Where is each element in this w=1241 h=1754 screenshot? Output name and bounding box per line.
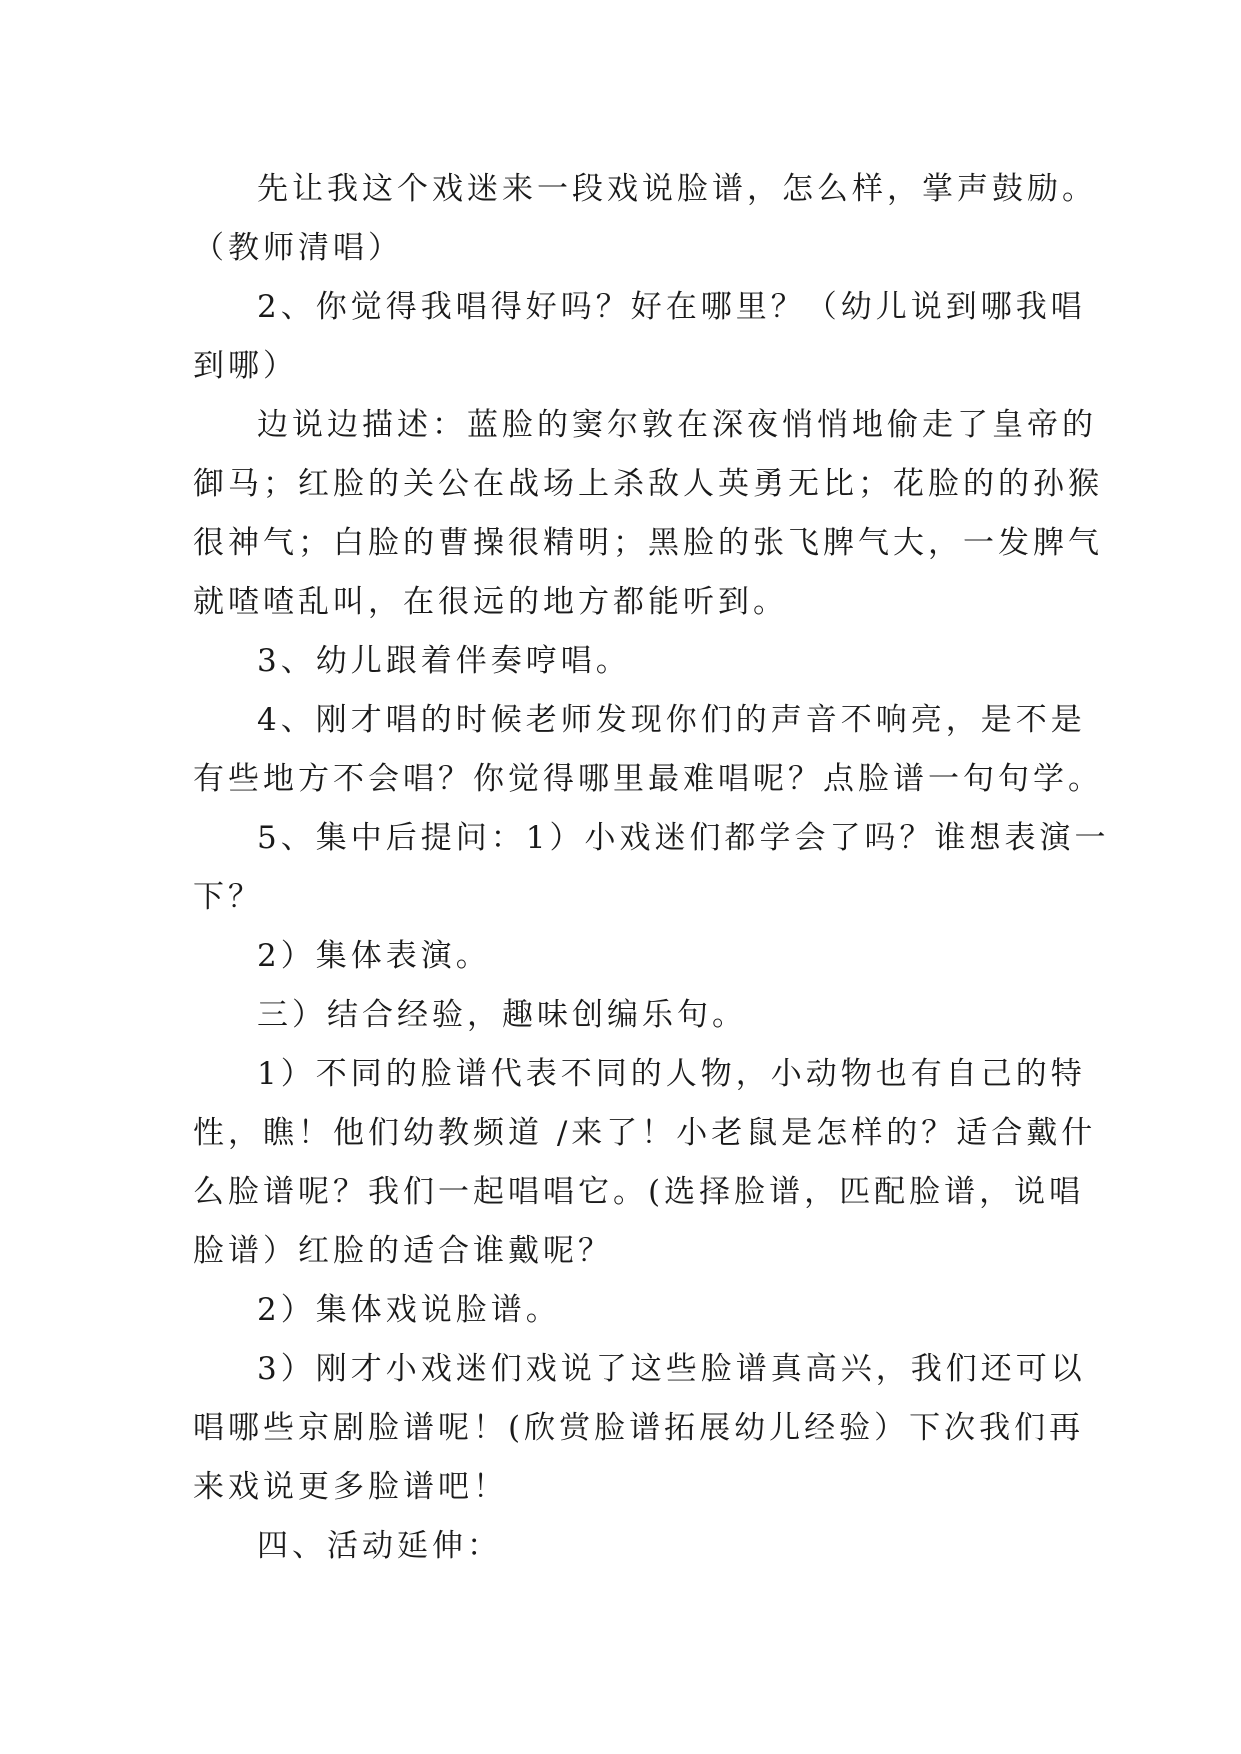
text-line: 很神气；白脸的曹操很精明；黑脸的张飞脾气大，一发脾气 xyxy=(193,525,1103,561)
text-line: 2）集体戏说脸谱。 xyxy=(257,1292,561,1328)
text-line: 有些地方不会唱？你觉得哪里最难唱呢？点脸谱一句句学。 xyxy=(193,761,1103,797)
text-line: 御马；红脸的关公在战场上杀敌人英勇无比；花脸的的孙猴 xyxy=(193,466,1103,502)
text-line: 唱哪些京剧脸谱呢！(欣赏脸谱拓展幼儿经验）下次我们再 xyxy=(193,1410,1085,1446)
text-line: 就喳喳乱叫，在很远的地方都能听到。 xyxy=(193,584,788,620)
text-line: 性，瞧！他们幼教频道 /来了！小老鼠是怎样的？适合戴什 xyxy=(193,1115,1097,1151)
text-line: 边说边描述：蓝脸的窦尔敦在深夜悄悄地偷走了皇帝的 xyxy=(257,407,1097,443)
text-line: 4、刚才唱的时候老师发现你们的声音不响亮，是不是 xyxy=(257,702,1086,738)
text-line: 3）刚才小戏迷们戏说了这些脸谱真高兴，我们还可以 xyxy=(257,1351,1086,1387)
text-line: 2、你觉得我唱得好吗？好在哪里？（幼儿说到哪我唱 xyxy=(257,289,1086,325)
text-line: 2）集体表演。 xyxy=(257,938,491,974)
text-line: 脸谱）红脸的适合谁戴呢？ xyxy=(193,1233,613,1269)
text-line: 来戏说更多脸谱吧！ xyxy=(193,1469,508,1505)
text-line: 三）结合经验，趣味创编乐句。 xyxy=(257,997,747,1033)
document-body xyxy=(193,160,1110,1576)
text-line: 到哪） xyxy=(193,348,298,384)
text-line: 3、幼儿跟着伴奏哼唱。 xyxy=(257,643,631,679)
text-line: （教师清唱） xyxy=(193,230,403,266)
text-line: 么脸谱呢？我们一起唱唱它。(选择脸谱，匹配脸谱，说唱 xyxy=(193,1174,1085,1210)
text-line: 5、集中后提问：1）小戏迷们都学会了吗？谁想表演一 xyxy=(257,820,1110,856)
text-line: 先让我这个戏迷来一段戏说脸谱，怎么样，掌声鼓励。 xyxy=(257,171,1097,207)
text-line: 四、活动延伸： xyxy=(257,1528,502,1564)
text-line: 1）不同的脸谱代表不同的人物，小动物也有自己的特 xyxy=(257,1056,1086,1092)
text-line: 下？ xyxy=(193,879,263,915)
